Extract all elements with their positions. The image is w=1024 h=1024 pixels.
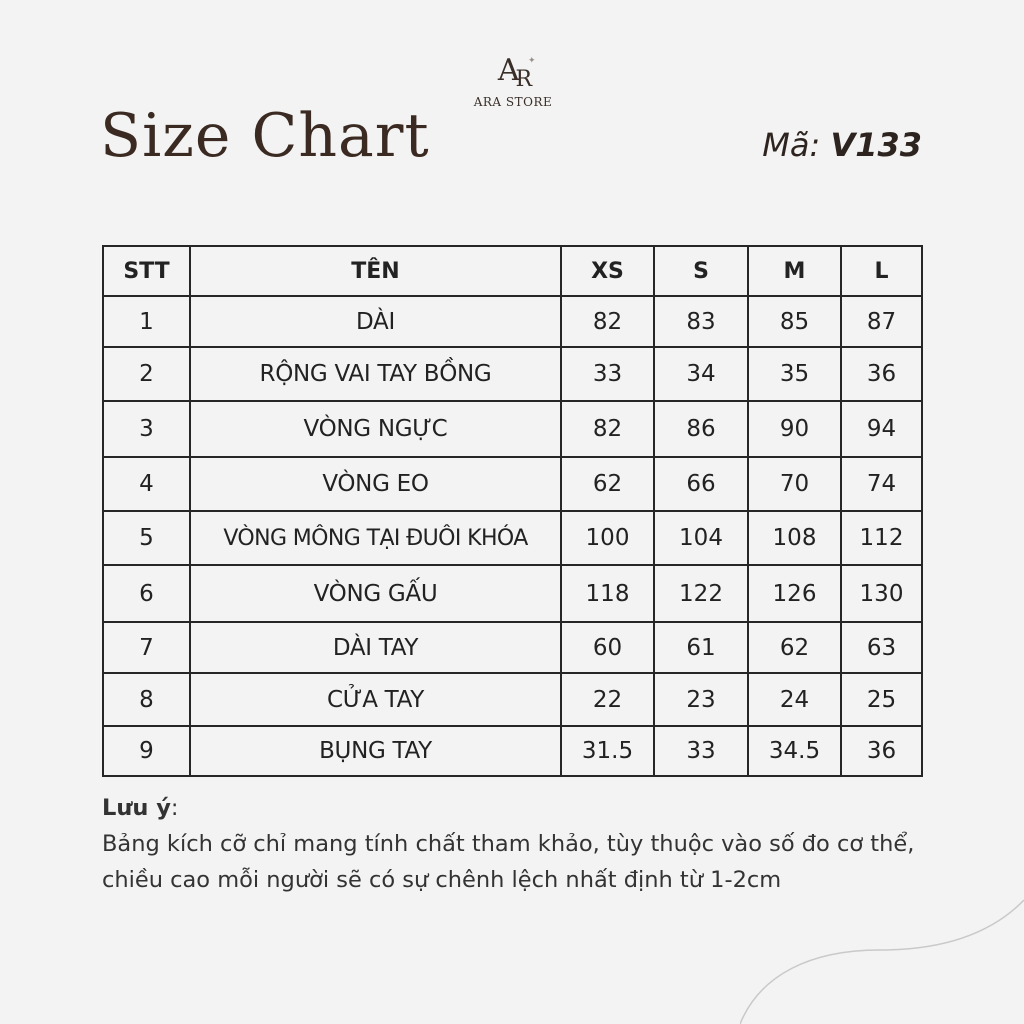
value-xs: 82 [561, 296, 654, 347]
logo-mark: $A_R$ [497, 53, 529, 92]
value-l: 112 [841, 511, 922, 565]
value-m: 62 [748, 622, 841, 673]
measurement-name: DÀI TAY [190, 622, 561, 673]
product-code-value: V133 [830, 126, 922, 164]
value-xs: 31.5 [561, 726, 654, 776]
note-colon: : [170, 795, 179, 821]
value-s: 66 [654, 457, 748, 511]
value-l: 63 [841, 622, 922, 673]
header-xs: XS [561, 246, 654, 296]
table-row [103, 726, 922, 776]
table-row [103, 347, 922, 401]
value-s: 86 [654, 401, 748, 457]
value-xs: 60 [561, 622, 654, 673]
value-xs: 62 [561, 457, 654, 511]
value-s: 83 [654, 296, 748, 347]
product-code [762, 120, 922, 170]
table-row [103, 511, 922, 565]
measurement-name: DÀI [190, 296, 561, 347]
row-index: 6 [103, 565, 190, 622]
value-xs: 100 [561, 511, 654, 565]
sparkle-icon: ✦ [528, 56, 536, 66]
size-table-header [103, 246, 922, 296]
decorative-curves [740, 880, 1024, 1024]
value-m: 90 [748, 401, 841, 457]
value-m: 126 [748, 565, 841, 622]
header-l: L [841, 246, 922, 296]
value-s: 104 [654, 511, 748, 565]
product-code-label: Mã: [762, 126, 821, 164]
row-index: 8 [103, 673, 190, 726]
header-stt: STT [103, 246, 190, 296]
value-xs: 118 [561, 565, 654, 622]
size-table [102, 245, 923, 777]
table-row [103, 673, 922, 726]
row-index: 2 [103, 347, 190, 401]
value-l: 74 [841, 457, 922, 511]
row-index: 9 [103, 726, 190, 776]
row-index: 7 [103, 622, 190, 673]
header-s: S [654, 246, 748, 296]
page-title: Size Chart [100, 101, 430, 171]
value-l: 36 [841, 347, 922, 401]
row-index: 1 [103, 296, 190, 347]
value-m: 24 [748, 673, 841, 726]
value-l: 36 [841, 726, 922, 776]
note-label: Lưu ý [102, 795, 171, 821]
table-row [103, 565, 922, 622]
table-row [103, 401, 922, 457]
measurement-name: VÒNG NGỰC [190, 401, 561, 457]
header-name: TÊN [190, 246, 561, 296]
value-xs: 82 [561, 401, 654, 457]
measurement-name: CỬA TAY [190, 673, 561, 726]
table-row [103, 296, 922, 347]
note-heading [102, 790, 932, 826]
value-s: 23 [654, 673, 748, 726]
value-m: 34.5 [748, 726, 841, 776]
row-index: 4 [103, 457, 190, 511]
measurement-name: VÒNG EO [190, 457, 561, 511]
value-m: 85 [748, 296, 841, 347]
value-s: 33 [654, 726, 748, 776]
value-l: 94 [841, 401, 922, 457]
row-index: 5 [103, 511, 190, 565]
value-xs: 33 [561, 347, 654, 401]
table-row [103, 622, 922, 673]
row-index: 3 [103, 401, 190, 457]
measurement-name: RỘNG VAI TAY BỒNG [190, 347, 561, 401]
measurement-name: BỤNG TAY [190, 726, 561, 776]
header-m: M [748, 246, 841, 296]
brand-logo [468, 52, 558, 109]
value-l: 87 [841, 296, 922, 347]
table-row [103, 457, 922, 511]
size-table-body [103, 296, 922, 776]
value-l: 25 [841, 673, 922, 726]
value-m: 70 [748, 457, 841, 511]
value-xs: 22 [561, 673, 654, 726]
value-m: 108 [748, 511, 841, 565]
value-m: 35 [748, 347, 841, 401]
measurement-name: VÒNG MÔNG TẠI ĐUÔI KHÓA [190, 511, 561, 565]
value-l: 130 [841, 565, 922, 622]
brand-name: ARA STORE [473, 95, 553, 109]
value-s: 34 [654, 347, 748, 401]
measurement-name: VÒNG GẤU [190, 565, 561, 622]
note-text: Bảng kích cỡ chỉ mang tính chất tham khảo, tùy thuộc vào số đo cơ thể, chiều cao mỗi người sẽ có sự chênh lệch nhất định từ 1-2cm [102, 831, 915, 893]
value-s: 61 [654, 622, 748, 673]
header-row [103, 246, 922, 296]
value-s: 122 [654, 565, 748, 622]
